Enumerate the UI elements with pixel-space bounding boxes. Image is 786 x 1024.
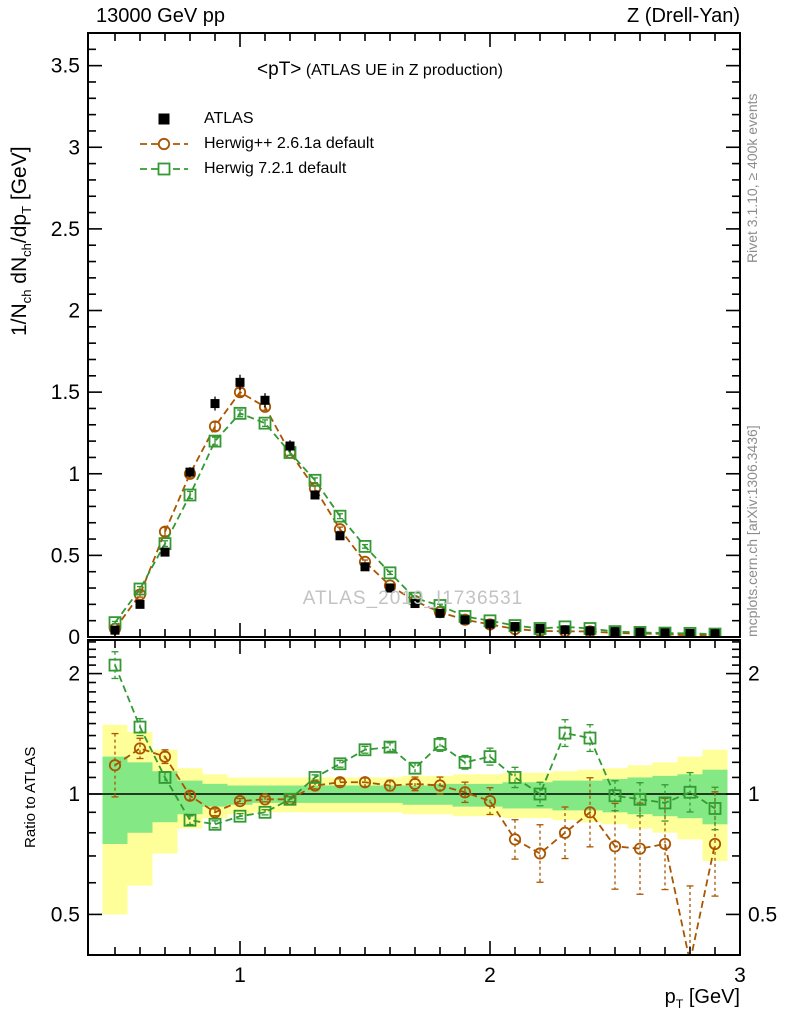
herwigpp-marker-icon [138, 135, 190, 153]
main-y-tick-label: 2.5 [50, 217, 80, 241]
observable-name: <pT> [257, 59, 302, 80]
ratio-y-tick-label: 0.5 [748, 903, 778, 927]
main-y-tick-label: 0.5 [50, 544, 80, 568]
x-tick-label: 2 [484, 964, 496, 987]
legend-item-atlas [138, 106, 374, 131]
ratio-y-tick-label: 0.5 [50, 903, 80, 927]
ratio-y-tick-label: 2 [68, 662, 80, 686]
analysis-id-watermark: ATLAS_2019_I1736531 [302, 588, 524, 609]
main-y-tick-label: 0 [68, 626, 80, 649]
main-y-tick-label: 3 [68, 136, 80, 160]
legend-label: Herwig++ 2.6.1a default [204, 134, 374, 152]
legend-item-herwigpp [138, 131, 374, 156]
legend-label: Herwig 7.2.1 default [204, 159, 347, 177]
beam-energy-label: 13000 GeV pp [96, 5, 225, 27]
ratio-panel [88, 652, 740, 1024]
ratio-y-tick-label: 1 [748, 783, 760, 806]
analysis-name: (ATLAS UE in Z production) [301, 62, 503, 79]
legend-label: ATLAS [204, 109, 254, 127]
legend [138, 106, 374, 181]
mcplots-reference-note: mcplots.cern.ch [arXiv:1306.3436] [744, 425, 760, 637]
plot-title [0, 59, 760, 81]
x-tick-label: 3 [734, 964, 746, 987]
ratio-y-tick-label: 2 [748, 662, 760, 686]
process-label: Z (Drell-Yan) [627, 5, 740, 27]
main-y-tick-label: 3.5 [50, 54, 80, 78]
main-y-axis-title: $1/N_{ch}$ $dN_{ch}/dp_T$ [GeV] [8, 146, 35, 336]
rivet-version-note: Rivet 3.1.10, ≥ 400k events [744, 93, 760, 263]
ratio-y-axis-title: Ratio to ATLAS [22, 746, 39, 848]
herwig7-marker-icon [138, 160, 190, 178]
x-axis-title: $p_T$ [GeV] [664, 986, 740, 1011]
atlas-marker-icon [138, 110, 190, 128]
main-y-tick-label: 2 [68, 299, 80, 323]
ratio-y-tick-label: 1 [68, 783, 80, 806]
main-y-tick-label: 1.5 [50, 381, 80, 405]
main-y-tick-label: 1 [68, 462, 80, 486]
legend-item-herwig7 [138, 156, 374, 181]
x-tick-label: 1 [234, 964, 246, 987]
